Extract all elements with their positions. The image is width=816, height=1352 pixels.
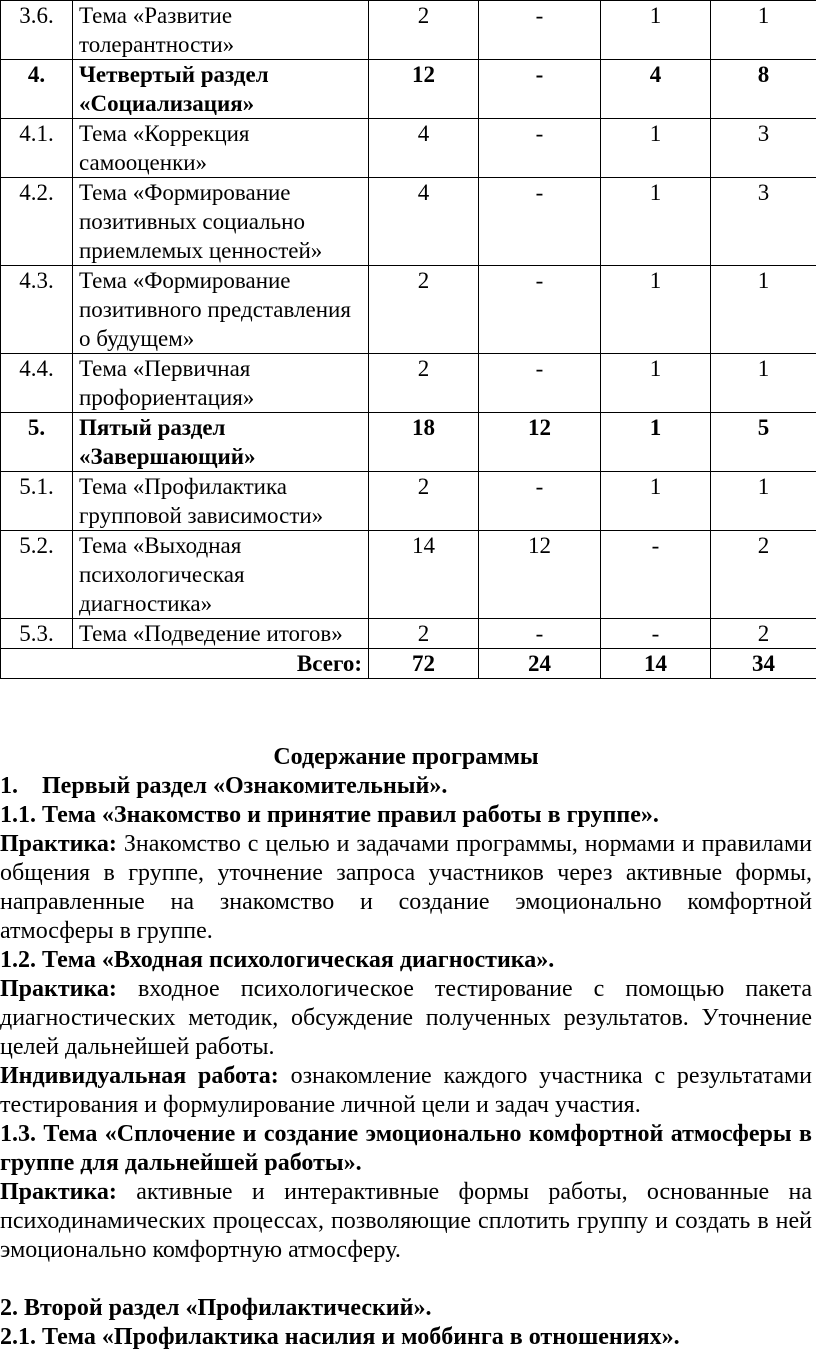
- topic-row: [1, 531, 816, 619]
- row-number: 4.: [1, 60, 73, 119]
- section-1-number: 1.: [0, 772, 42, 801]
- practice-label: Практика:: [0, 976, 117, 1002]
- row-col3: 1: [601, 178, 711, 266]
- row-col4: 2: [711, 531, 816, 619]
- row-title: Тема «Формирование позитивных социально приемлемых ценностей»: [73, 178, 369, 266]
- row-number: 3.6.: [1, 1, 73, 60]
- total-row: [1, 649, 816, 679]
- row-total-hours: 2: [369, 619, 479, 649]
- row-col2: -: [479, 472, 601, 531]
- row-col3: 1: [601, 119, 711, 178]
- row-col3: 1: [601, 1, 711, 60]
- topic-row: [1, 266, 816, 354]
- individual-text: ознакомление каждого участника с результатами тестирования и формулирование личной цели и задач участия.: [0, 1063, 812, 1118]
- topic-1-2-individual: [0, 1062, 812, 1120]
- row-col2: -: [479, 178, 601, 266]
- row-col2: 12: [479, 413, 601, 472]
- topic-1-3-heading: 1.3. Тема «Сплочение и создание эмоционально комфортной атмосферы в группе для дальнейшей работы».: [0, 1120, 812, 1178]
- practice-label: Практика:: [0, 1179, 117, 1205]
- topic-row: [1, 619, 816, 649]
- row-number: 5.3.: [1, 619, 73, 649]
- topic-1-1-practice: [0, 830, 812, 946]
- practice-label: Практика:: [0, 831, 117, 857]
- section-row: [1, 413, 816, 472]
- row-title: Тема «Выходная психологическая диагностика»: [73, 531, 369, 619]
- topic-1-3-practice: [0, 1178, 812, 1265]
- row-title: Тема «Коррекция самооценки»: [73, 119, 369, 178]
- row-col4: 8: [711, 60, 816, 119]
- row-total-hours: 2: [369, 472, 479, 531]
- row-col2: -: [479, 354, 601, 413]
- row-col3: 1: [601, 413, 711, 472]
- row-col3: 1: [601, 472, 711, 531]
- row-col3: -: [601, 619, 711, 649]
- topic-row: [1, 354, 816, 413]
- row-title: Пятый раздел «Завершающий»: [73, 413, 369, 472]
- topic-row: [1, 178, 816, 266]
- row-col3: 1: [601, 354, 711, 413]
- program-content: [0, 743, 812, 1352]
- row-col4: 1: [711, 354, 816, 413]
- row-col2: -: [479, 60, 601, 119]
- row-title: Тема «Подведение итогов»: [73, 619, 369, 649]
- row-title: Тема «Первичная профориентация»: [73, 354, 369, 413]
- row-col4: 5: [711, 413, 816, 472]
- row-col4: 1: [711, 266, 816, 354]
- row-total-hours: 14: [369, 531, 479, 619]
- total-col2: 24: [479, 649, 601, 679]
- total-col3: 14: [601, 649, 711, 679]
- practice-text: входное психологическое тестирование с помощью пакета диагностических методик, обсуждение полученных результатов. Уточнение целей дальнейшей работы.: [0, 976, 812, 1060]
- row-col4: 1: [711, 472, 816, 531]
- topic-row: [1, 1, 816, 60]
- row-col2: -: [479, 1, 601, 60]
- row-col3: 1: [601, 266, 711, 354]
- row-number: 4.1.: [1, 119, 73, 178]
- row-total-hours: 12: [369, 60, 479, 119]
- curriculum-table-body: [1, 1, 816, 649]
- row-title: Тема «Развитие толерантности»: [73, 1, 369, 60]
- row-col2: -: [479, 119, 601, 178]
- row-number: 5.: [1, 413, 73, 472]
- row-col2: -: [479, 266, 601, 354]
- total-hours: 72: [369, 649, 479, 679]
- spacer: [0, 1265, 812, 1294]
- section-row: [1, 60, 816, 119]
- topic-1-2-practice: [0, 975, 812, 1062]
- row-title: Тема «Формирование позитивного представления о будущем»: [73, 266, 369, 354]
- individual-label: Индивидуальная работа:: [0, 1063, 279, 1089]
- row-total-hours: 2: [369, 1, 479, 60]
- row-title: Тема «Профилактика групповой зависимости»: [73, 472, 369, 531]
- topic-row: [1, 472, 816, 531]
- practice-text: активные и интерактивные формы работы, основанные на психодинамических процессах, позволяющие сплотить группу и создать в ней эмоционально комфортную атмосферу.: [0, 1179, 812, 1263]
- row-total-hours: 18: [369, 413, 479, 472]
- section-1-heading: [0, 772, 812, 801]
- row-title: Четвертый раздел «Социализация»: [73, 60, 369, 119]
- row-col4: 3: [711, 119, 816, 178]
- row-number: 5.1.: [1, 472, 73, 531]
- row-col2: 12: [479, 531, 601, 619]
- row-total-hours: 2: [369, 354, 479, 413]
- section-1-title: Первый раздел «Ознакомительный».: [42, 773, 447, 799]
- topic-1-2-heading: 1.2. Тема «Входная психологическая диагностика».: [0, 946, 812, 975]
- row-number: 4.2.: [1, 178, 73, 266]
- row-col3: -: [601, 531, 711, 619]
- topic-1-1-heading: 1.1. Тема «Знакомство и принятие правил работы в группе».: [0, 801, 812, 830]
- row-col3: 4: [601, 60, 711, 119]
- practice-text: Знакомство с целью и задачами программы, нормами и правилами общения в группе, уточнение запроса участников через активные формы, направленные на знакомство и создание эмоционально комфортной атмосферы в группе.: [0, 831, 812, 944]
- section-2-heading: 2. Второй раздел «Профилактический».: [0, 1294, 812, 1323]
- row-total-hours: 4: [369, 178, 479, 266]
- row-total-hours: 4: [369, 119, 479, 178]
- row-number: 5.2.: [1, 531, 73, 619]
- row-number: 4.3.: [1, 266, 73, 354]
- row-col4: 1: [711, 1, 816, 60]
- row-total-hours: 2: [369, 266, 479, 354]
- topic-row: [1, 119, 816, 178]
- total-col4: 34: [711, 649, 816, 679]
- row-col2: -: [479, 619, 601, 649]
- row-col4: 3: [711, 178, 816, 266]
- total-label: Всего:: [1, 649, 369, 679]
- row-number: 4.4.: [1, 354, 73, 413]
- content-title: Содержание программы: [0, 743, 812, 772]
- row-col4: 2: [711, 619, 816, 649]
- topic-2-1-heading: 2.1. Тема «Профилактика насилия и моббинга в отношениях».: [0, 1323, 812, 1352]
